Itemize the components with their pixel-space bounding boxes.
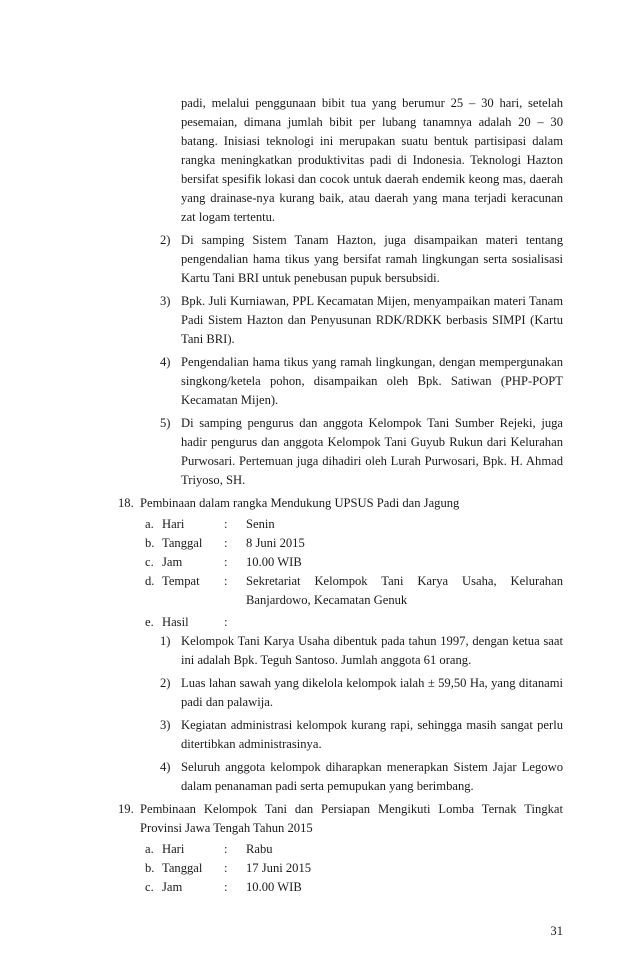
field-colon: :	[224, 517, 228, 531]
field-label: Hari	[162, 517, 185, 531]
field-label: Tanggal	[162, 536, 203, 550]
list-item-line: Di samping pengurus dan anggota Kelompok Tani Sumber Rejeki, juga	[181, 416, 563, 430]
result-line: ditertibkan administrasinya.	[181, 737, 322, 751]
field-value-continued: Banjardowo, Kecamatan Genuk	[246, 593, 408, 607]
intro-line-1: padi, melalui penggunaan bibit tua yang berumur 25 – 30 hari, setelah	[181, 96, 563, 110]
section-number: 18.	[118, 496, 134, 510]
intro-line-3: batang. Inisiasi teknologi ini merupakan suatu bentuk partisipasi dalam	[181, 134, 563, 148]
list-item-line: singkong/ketela pohon, disampaikan oleh Bpk. Satiwan (PHP-POPT	[181, 374, 563, 388]
field-colon: :	[224, 555, 228, 569]
field-letter: a.	[145, 842, 154, 856]
result-number: 3)	[160, 718, 171, 732]
field-label: Jam	[162, 880, 183, 894]
result-line: Kegiatan administrasi kelompok kurang rapi, sehingga masih sangat perlu	[181, 718, 563, 732]
list-item-line: hadir pengurus dan anggota Kelompok Tani Guyub Rukun dari Kelurahan	[181, 435, 563, 449]
field-label: Hasil	[162, 615, 189, 629]
list-item-number: 3)	[160, 294, 171, 308]
list-item-number: 4)	[160, 355, 171, 369]
result-number: 2)	[160, 676, 171, 690]
field-letter: b.	[145, 536, 155, 550]
list-item-line: Padi Sistem Hazton dan Penyusunan RDK/RDKK berbasis SIMPI (Kartu	[181, 313, 563, 327]
list-item-line: Kartu Tani BRI untuk penebusan pupuk bersubsidi.	[181, 271, 440, 285]
field-label: Tempat	[162, 574, 200, 588]
list-item-number: 5)	[160, 416, 171, 430]
field-letter: c.	[145, 880, 154, 894]
field-label: Hari	[162, 842, 185, 856]
list-item-line: Pengendalian hama tikus yang ramah lingkungan, dengan mempergunakan	[181, 355, 563, 369]
field-value: 17 Juni 2015	[246, 861, 312, 875]
field-label: Tanggal	[162, 861, 203, 875]
result-line: Kelompok Tani Karya Usaha dibentuk pada tahun 1997, dengan ketua saat	[181, 634, 563, 648]
field-value: 8 Juni 2015	[246, 536, 305, 550]
section-title-continued: Provinsi Jawa Tengah Tahun 2015	[140, 821, 313, 835]
intro-line-4: rangka meningkatkan produktivitas padi di Indonesia. Teknologi Hazton	[181, 153, 563, 167]
list-item-line: Tani BRI).	[181, 332, 235, 346]
list-item-number: 2)	[160, 233, 171, 247]
field-colon: :	[224, 880, 228, 894]
field-letter: a.	[145, 517, 154, 531]
section-number: 19.	[118, 802, 134, 816]
field-label: Jam	[162, 555, 183, 569]
field-letter: c.	[145, 555, 154, 569]
section-title: Pembinaan Kelompok Tani dan Persiapan Mengikuti Lomba Ternak Tingkat	[140, 802, 563, 816]
field-letter: e.	[145, 615, 154, 629]
intro-line-2: pesemaian, dimana jumlah bibit per lubang tanamnya adalah 20 – 30	[181, 115, 563, 129]
field-colon: :	[224, 861, 228, 875]
result-line: Seluruh anggota kelompok diharapkan menerapkan Sistem Jajar Legowo	[181, 760, 563, 774]
field-value: Sekretariat Kelompok Tani Karya Usaha, Kelurahan	[246, 574, 563, 588]
field-colon: :	[224, 536, 228, 550]
field-value: 10.00 WIB	[246, 555, 302, 569]
field-value: 10.00 WIB	[246, 880, 302, 894]
field-letter: b.	[145, 861, 155, 875]
field-letter: d.	[145, 574, 155, 588]
field-colon: :	[224, 574, 228, 588]
section-title: Pembinaan dalam rangka Mendukung UPSUS Padi dan Jagung	[140, 496, 460, 510]
list-item-line: Purwosari. Pertemuan juga dihadiri oleh Lurah Purwosari, Bpk. H. Ahmad	[181, 454, 563, 468]
field-colon: :	[224, 842, 228, 856]
list-item-line: Triyoso, SH.	[181, 473, 246, 487]
result-line: Luas lahan sawah yang dikelola kelompok ialah ± 59,50 Ha, yang ditanami	[181, 676, 563, 690]
intro-line-7: zat logam tertentu.	[181, 210, 276, 224]
intro-line-6: yang drainase-nya kurang baik, atau daerah yang mana terjadi keracunan	[181, 191, 563, 205]
list-item-line: pengendalian hama tikus yang bersifat ramah lingkungan serta sosialisasi	[181, 252, 563, 266]
result-line: dalam penanaman padi serta pemupukan yang berimbang.	[181, 779, 474, 793]
list-item-line: Kecamatan Mijen).	[181, 393, 279, 407]
list-item-line: Di samping Sistem Tanam Hazton, juga disampaikan materi tentang	[181, 233, 563, 247]
intro-line-5: bersifat spesifik lokasi dan cocok untuk daerah endemik keong mas, daerah	[181, 172, 563, 186]
field-value: Rabu	[246, 842, 273, 856]
field-value: Senin	[246, 517, 275, 531]
result-line: padi dan palawija.	[181, 695, 273, 709]
page-number: 31	[550, 924, 563, 938]
result-number: 1)	[160, 634, 171, 648]
result-number: 4)	[160, 760, 171, 774]
field-colon: :	[224, 615, 228, 629]
result-line: ini adalah Bpk. Teguh Santoso. Jumlah anggota 61 orang.	[181, 653, 472, 667]
list-item-line: Bpk. Juli Kurniawan, PPL Kecamatan Mijen, menyampaikan materi Tanam	[181, 294, 563, 308]
